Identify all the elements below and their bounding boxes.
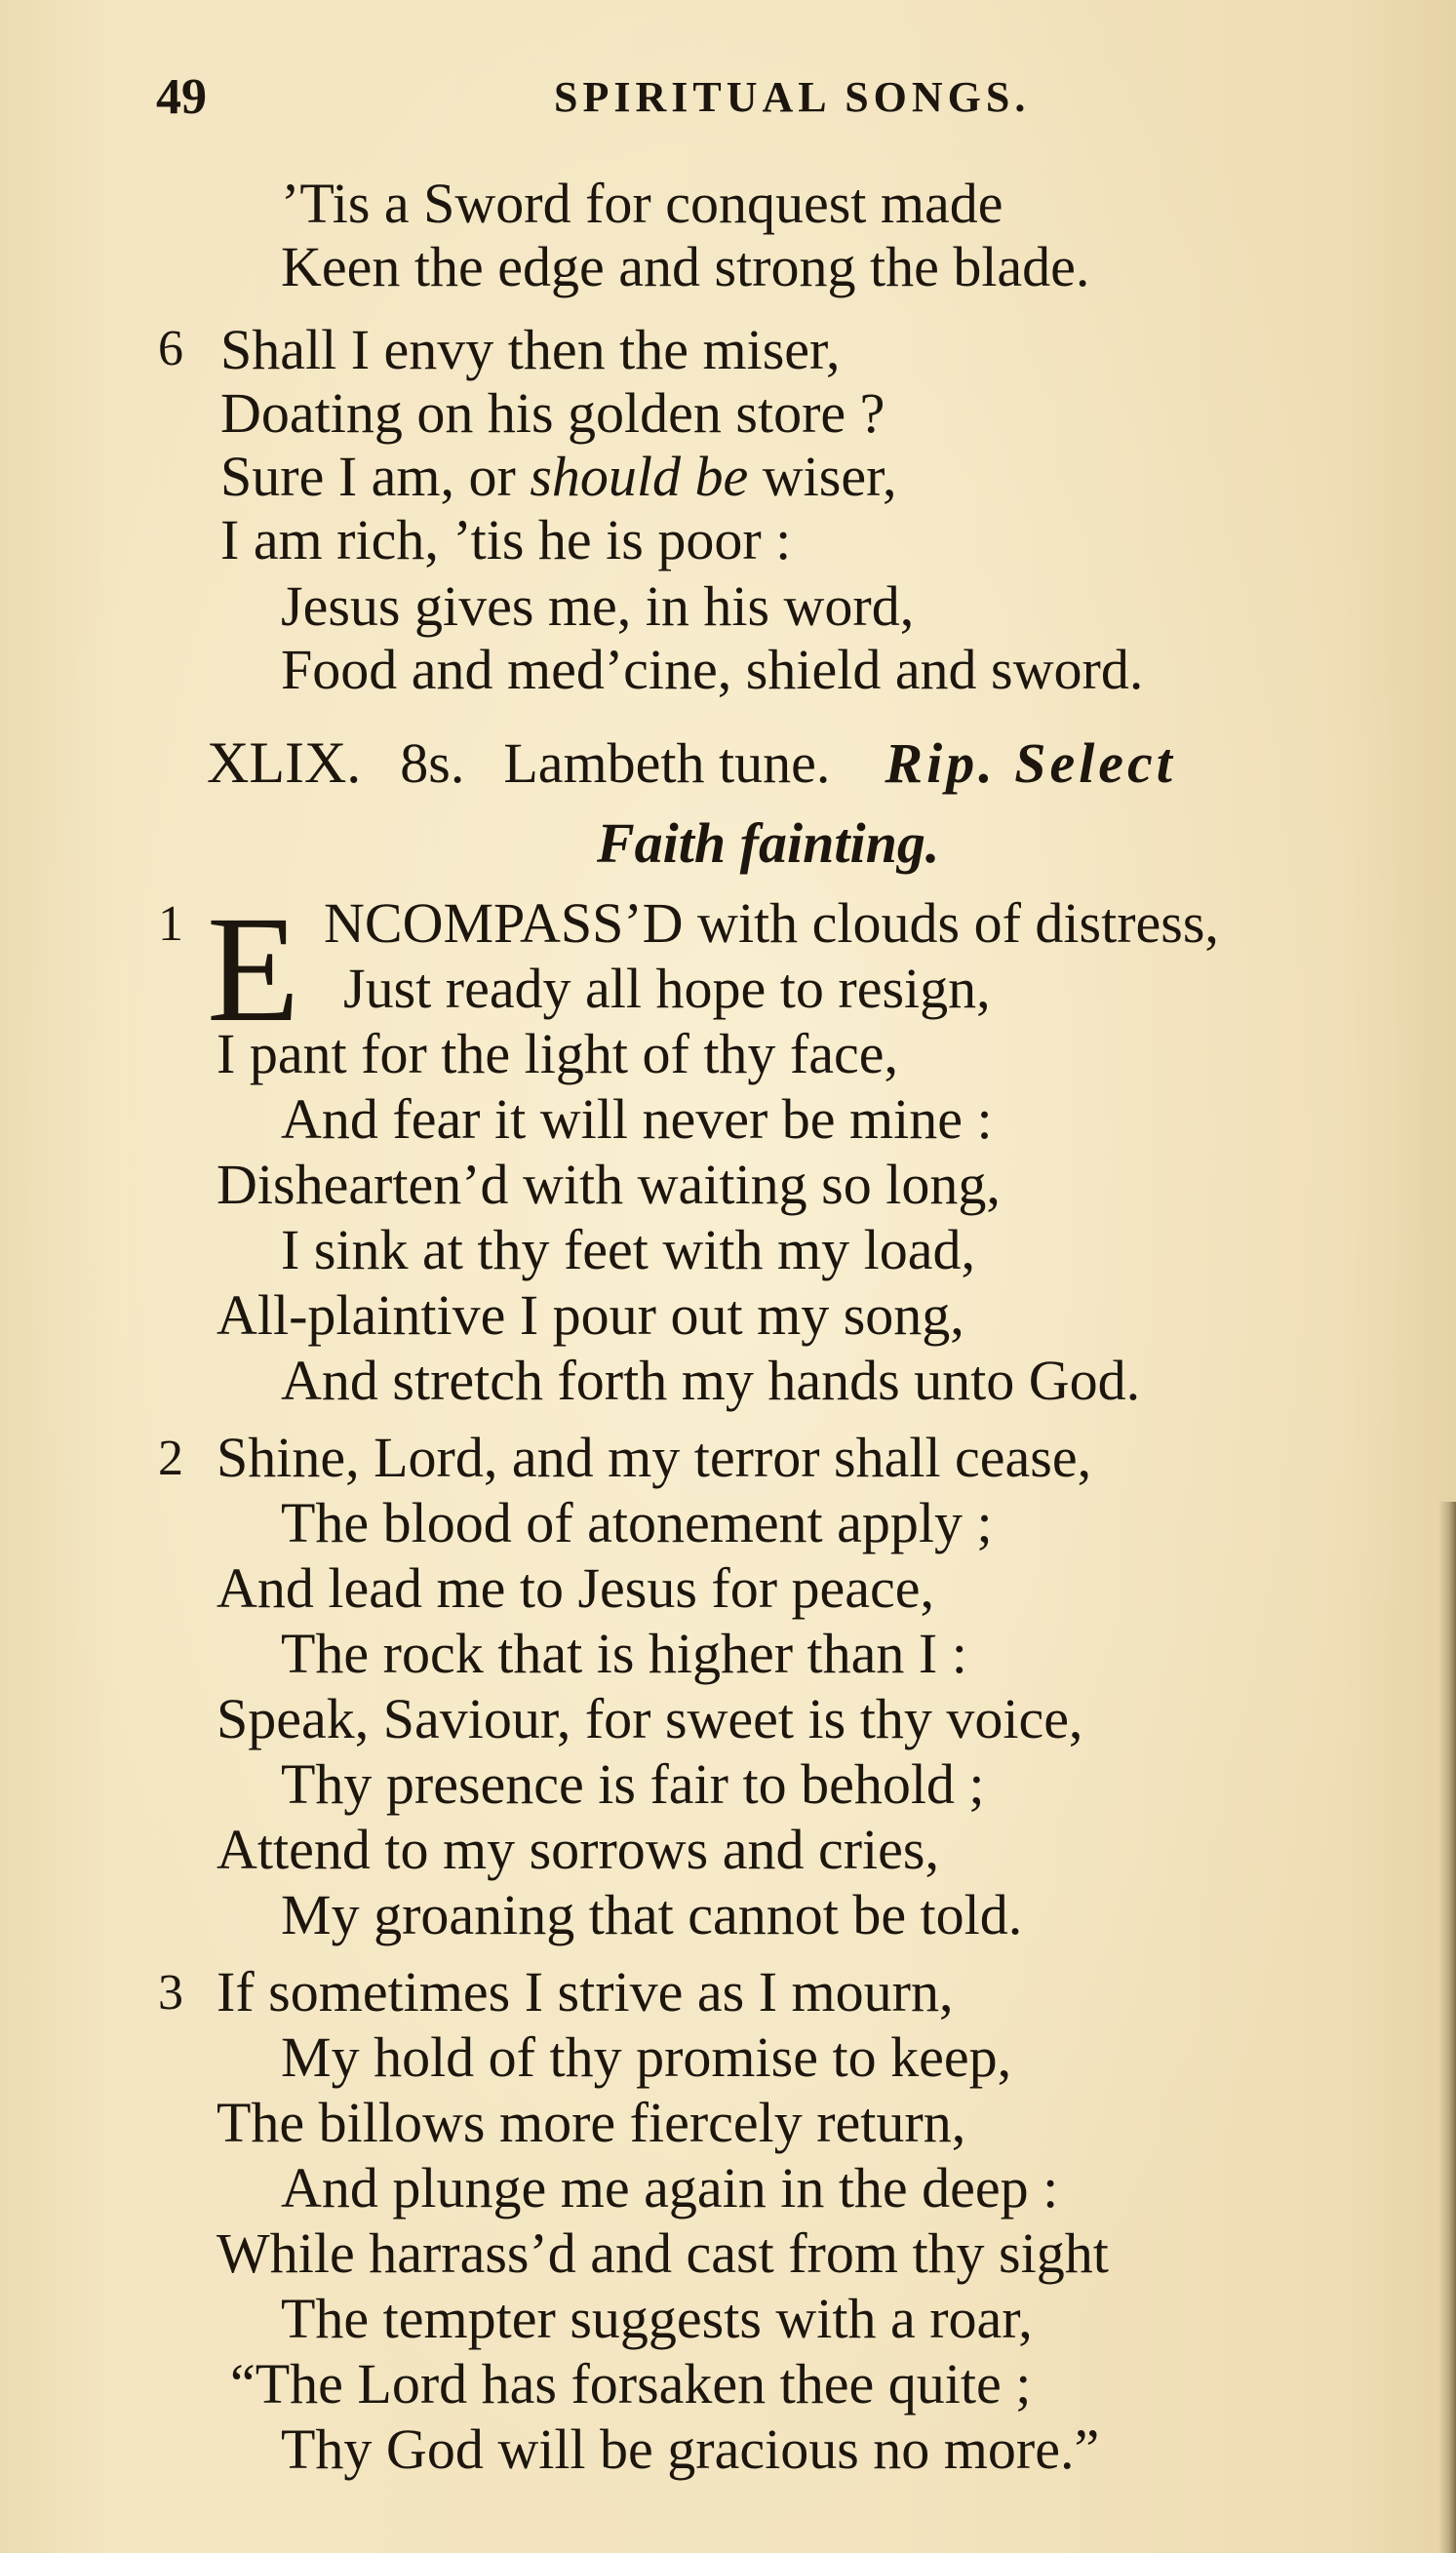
- page-number: 49: [156, 69, 207, 125]
- verse-line: Thy God will be gracious no more.”: [281, 2417, 1100, 2481]
- hymn-subject: Faith fainting.: [597, 811, 940, 875]
- verse-line: All-plaintive I pour out my song,: [216, 1283, 964, 1347]
- verse-line: And fear it will never be mine :: [281, 1087, 993, 1151]
- verse-line: I pant for the light of thy face,: [216, 1022, 898, 1085]
- hymn-source: Rip. Select: [885, 731, 1176, 795]
- verse-line: I am rich, ’tis he is poor :: [220, 508, 792, 571]
- hymn-tune: Lambeth tune.: [503, 731, 831, 795]
- verse-line: Doating on his golden store ?: [220, 381, 885, 445]
- verse-line: The billows more fiercely return,: [216, 2091, 966, 2154]
- verse-line: “The Lord has forsaken thee quite ;: [230, 2352, 1032, 2416]
- verse-line: Keen the edge and strong the blade.: [281, 235, 1090, 298]
- verse-line: Speak, Saviour, for sweet is thy voice,: [216, 1687, 1083, 1750]
- verse-line: If sometimes I strive as I mourn,: [216, 1960, 954, 2023]
- verse-line: Shine, Lord, and my terror shall cease,: [216, 1426, 1092, 1489]
- verse-line: And stretch forth my hands unto God.: [281, 1349, 1141, 1412]
- hymn-meter: 8s.: [400, 731, 465, 795]
- running-title: SPIRITUAL SONGS.: [554, 73, 1031, 121]
- page-edge-shadow: [1438, 1502, 1456, 2553]
- verse-line: Shall I envy then the miser,: [220, 318, 841, 381]
- verse-line: The tempter suggests with a roar,: [281, 2287, 1033, 2350]
- verse-line: Attend to my sorrows and cries,: [216, 1818, 939, 1881]
- stanza-number: 6: [158, 321, 183, 376]
- verse-line: Jesus gives me, in his word,: [281, 574, 915, 638]
- verse-line: Food and med’cine, shield and sword.: [281, 638, 1144, 701]
- verse-line: Thy presence is fair to behold ;: [281, 1752, 985, 1816]
- stanza-number: 2: [158, 1431, 183, 1486]
- verse-line: And lead me to Jesus for peace,: [216, 1556, 935, 1620]
- verse-line: Dishearten’d with waiting so long,: [216, 1153, 1001, 1216]
- verse-line: My hold of thy promise to keep,: [281, 2025, 1012, 2089]
- verse-line: NCOMPASS’D with clouds of distress,: [324, 891, 1219, 955]
- verse-line: The rock that is higher than I :: [281, 1622, 967, 1685]
- verse-line: My groaning that cannot be told.: [281, 1883, 1023, 1946]
- stanza-number: 3: [158, 1965, 183, 2021]
- hymn-number: XLIX.: [207, 730, 362, 795]
- verse-line: ’Tis a Sword for conquest made: [281, 172, 1003, 235]
- verse-line: The blood of atonement apply ;: [281, 1491, 993, 1554]
- verse-text: Sure I am, or: [220, 445, 516, 508]
- verse-line: I sink at thy feet with my load,: [281, 1218, 975, 1281]
- verse-line: Just ready all hope to resign,: [343, 957, 991, 1020]
- hymn-heading: [207, 730, 1176, 795]
- verse-line: And plunge me again in the deep :: [281, 2156, 1059, 2219]
- emphasis-text: should be: [530, 445, 749, 508]
- verse-line: [220, 445, 897, 508]
- verse-line: While harrass’d and cast from thy sight: [216, 2221, 1109, 2285]
- verse-text: wiser,: [762, 445, 897, 508]
- drop-cap: E: [207, 884, 300, 1053]
- stanza-number: 1: [158, 896, 183, 952]
